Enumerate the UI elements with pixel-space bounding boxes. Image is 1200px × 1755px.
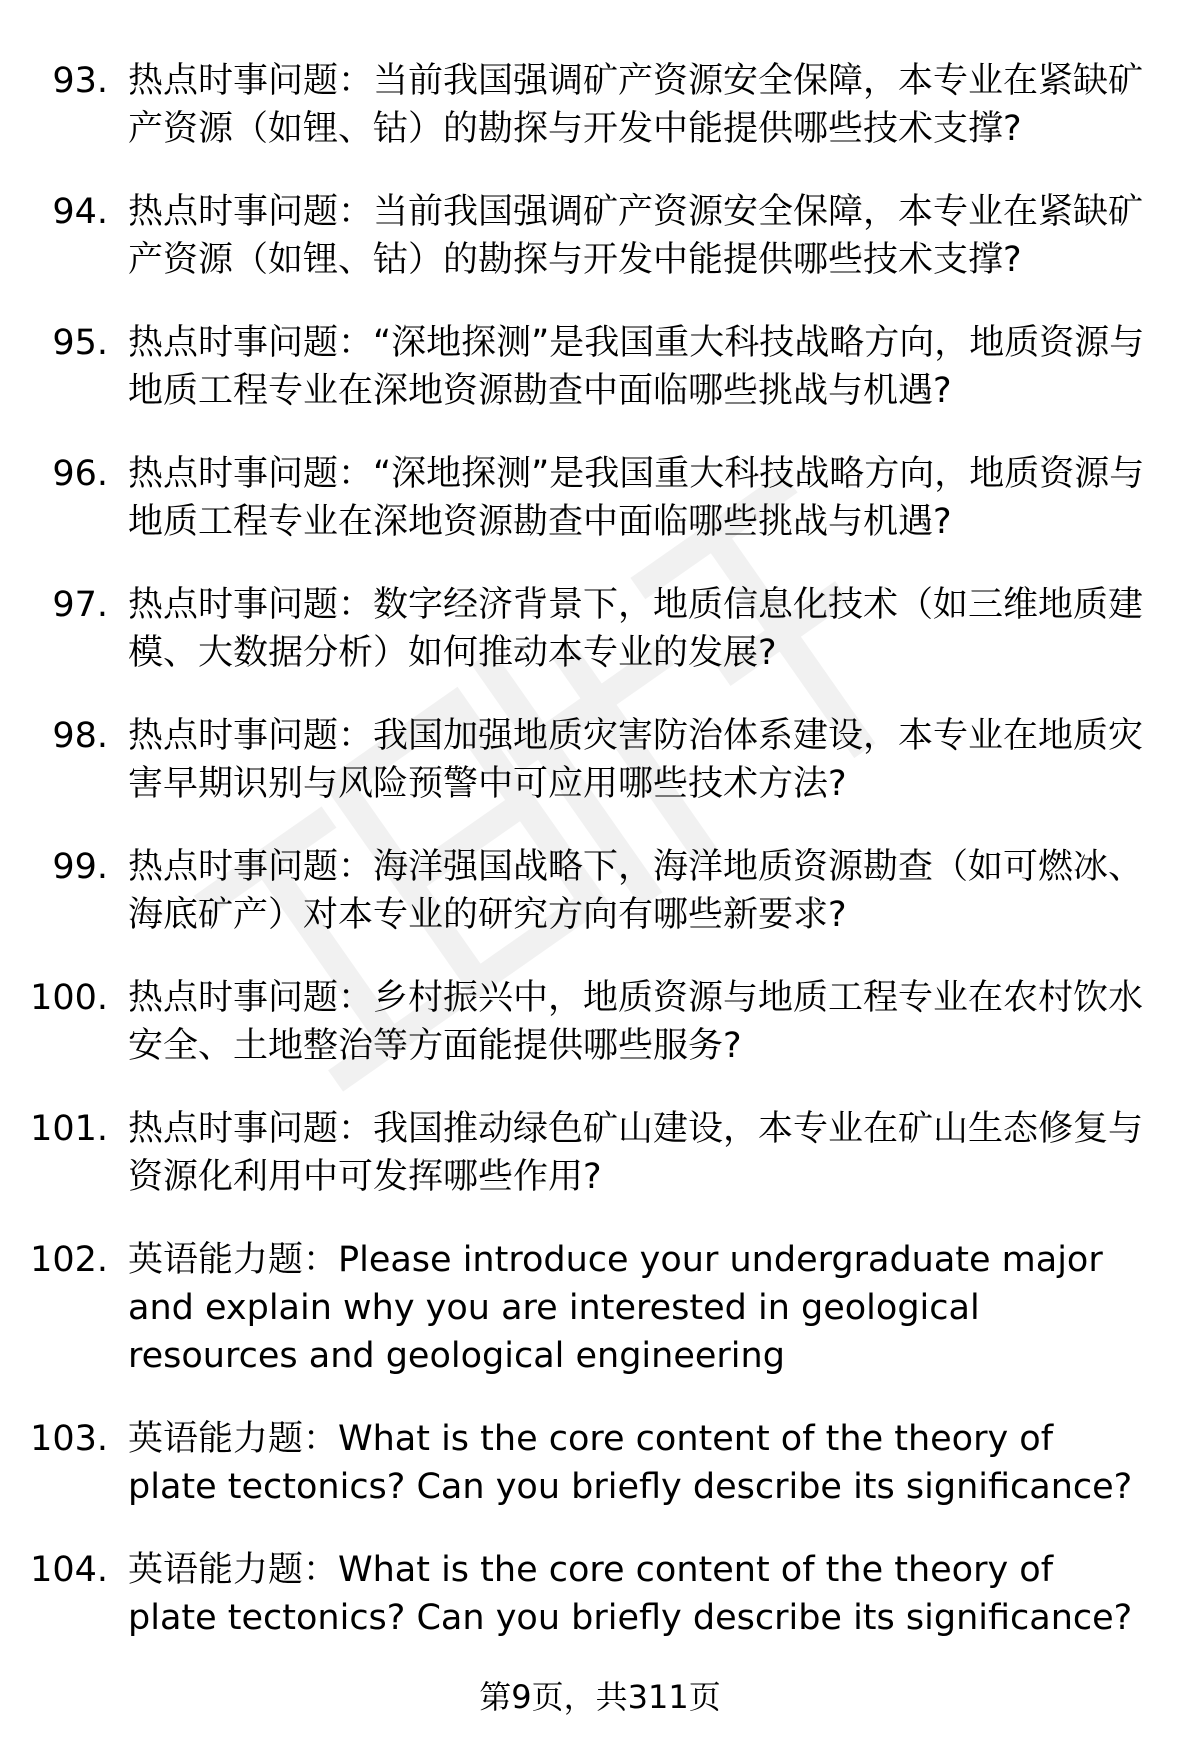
- question-item-100: [0, 974, 1200, 1105]
- question-text: 热点时事问题：我国推动绿色矿山建设，本专业在矿山生态修复与资源化利用中可发挥哪些作用?: [128, 1109, 1144, 1197]
- question-number: 93.: [52, 61, 108, 101]
- question-text: 英语能力题：Please introduce your undergraduate major and explain why you are interested in geological resources and geological engineering: [128, 1240, 1103, 1376]
- question-number: 97.: [52, 585, 108, 625]
- question-text: 热点时事问题：数字经济背景下，地质信息化技术（如三维地质建模、大数据分析）如何推动本专业的发展?: [128, 585, 1144, 673]
- question-item-101: [0, 1105, 1200, 1236]
- question-number: 99.: [52, 847, 108, 887]
- question-text: 热点时事问题：乡村振兴中，地质资源与地质工程专业在农村饮水安全、土地整治等方面能提供哪些服务?: [128, 978, 1144, 1066]
- question-number: 102.: [30, 1240, 108, 1280]
- question-number: 100.: [30, 978, 108, 1018]
- question-text: 热点时事问题：当前我国强调矿产资源安全保障，本专业在紧缺矿产资源（如锂、钴）的勘探与开发中能提供哪些技术支撑?: [128, 61, 1144, 149]
- question-number: 101.: [30, 1109, 108, 1149]
- question-text: 热点时事问题：“深地探测”是我国重大科技战略方向，地质资源与地质工程专业在深地资源勘查中面临哪些挑战与机遇?: [128, 323, 1145, 411]
- question-list: [0, 57, 1200, 1677]
- question-text: 热点时事问题：“深地探测”是我国重大科技战略方向，地质资源与地质工程专业在深地资源勘查中面临哪些挑战与机遇?: [128, 454, 1145, 542]
- question-number: 96.: [52, 454, 108, 494]
- question-text: 英语能力题：What is the core content of the theory of plate tectonics? Can you briefly describe its significance?: [128, 1550, 1133, 1638]
- question-item-102: [0, 1236, 1200, 1415]
- question-number: 95.: [52, 323, 108, 363]
- question-item-93: [0, 57, 1200, 188]
- question-number: 94.: [52, 192, 108, 232]
- question-text: 英语能力题：What is the core content of the theory of plate tectonics? Can you briefly describe its significance?: [128, 1419, 1133, 1507]
- question-item-103: [0, 1415, 1200, 1546]
- question-item-95: [0, 319, 1200, 450]
- question-item-99: [0, 843, 1200, 974]
- question-number: 103.: [30, 1419, 108, 1459]
- question-number: 104.: [30, 1550, 108, 1590]
- page-footer: 第9页，共311页: [479, 1678, 721, 1716]
- question-number: 98.: [52, 716, 108, 756]
- question-item-96: [0, 450, 1200, 581]
- question-item-98: [0, 712, 1200, 843]
- question-item-104: [0, 1546, 1200, 1677]
- question-text: 热点时事问题：当前我国强调矿产资源安全保障，本专业在紧缺矿产资源（如锂、钴）的勘探与开发中能提供哪些技术支撑?: [128, 192, 1144, 280]
- question-text: 热点时事问题：我国加强地质灾害防治体系建设，本专业在地质灾害早期识别与风险预警中可应用哪些技术方法?: [128, 716, 1144, 804]
- question-item-94: [0, 188, 1200, 319]
- question-item-97: [0, 581, 1200, 712]
- question-text: 热点时事问题：海洋强国战略下，海洋地质资源勘查（如可燃冰、海底矿产）对本专业的研究方向有哪些新要求?: [128, 847, 1144, 935]
